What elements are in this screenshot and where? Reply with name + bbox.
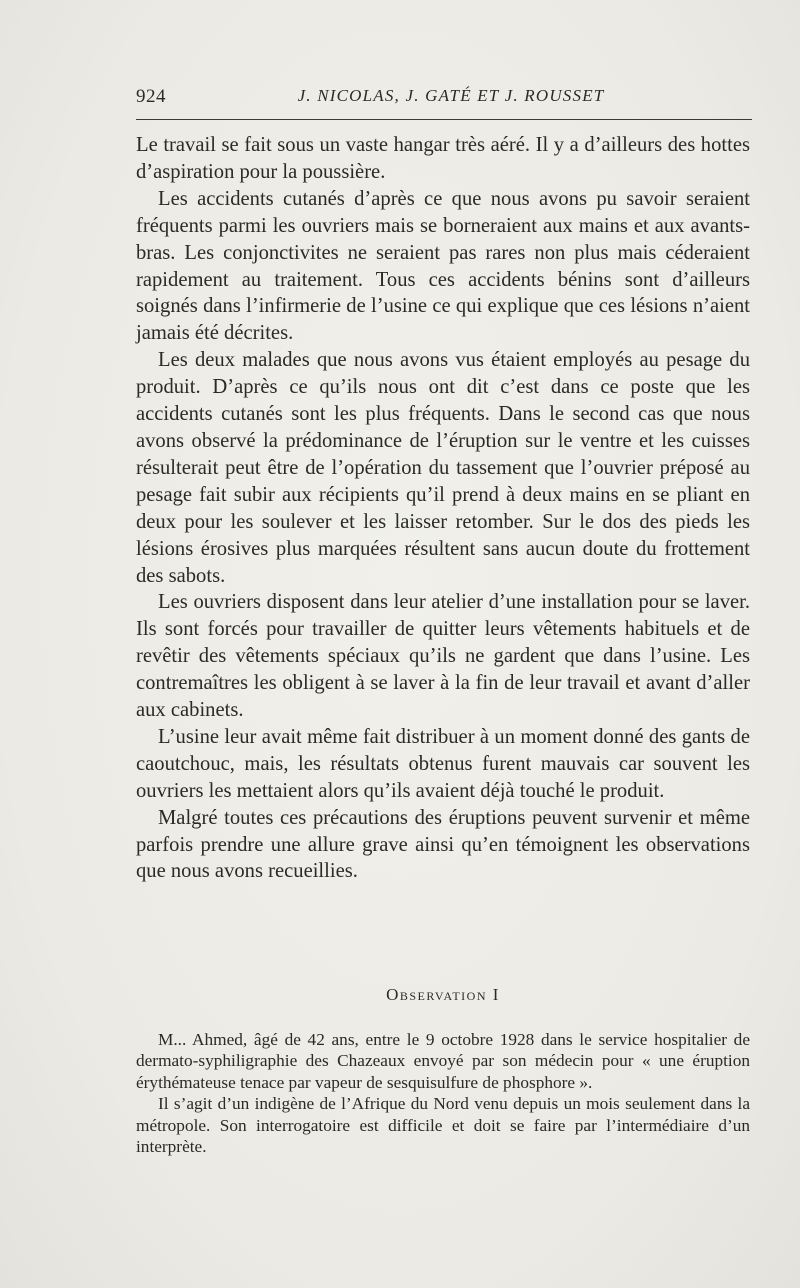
paragraph: Les deux malades que nous avons vus étaient employés au pesage du produit. D’après ce qu’ils nous ont dit c’est dans ce poste que les accidents cutanés sont les plus fréquents. Dans le second cas que nous avons observé la prédominance de l’éruption sur le ventre et les cuisses résulterait peut être de l’opération du tassement que l’ouvrier préposé au pesage fait subir aux récipients qu’il prend à deux mains en se pliant en deux pour les soulever et les laisser retomber. Sur le dos des pieds les lésions érosives plus marquées résultent sans aucun doute du frottement des sabots. [136, 349, 750, 587]
observation-text [136, 1029, 750, 1157]
paragraph: Le travail se fait sous un vaste hangar très aéré. Il y a d’ailleurs des hottes d’aspiration pour la poussière. [136, 134, 750, 183]
observation-paragraph: Il s’agit d’un indigène de l’Afrique du Nord venu depuis un mois seulement dans la métropole. Son interrogatoire est difficile et doit se faire par l’intermédiaire d’un interprète. [136, 1094, 750, 1157]
observation-paragraph: M... Ahmed, âgé de 42 ans, entre le 9 octobre 1928 dans le service hospitalier de dermato-syphiligraphie des Chazeaux envoyé par son médecin pour « une éruption érythémateuse tenace par vapeur de sesquisulfure de phosphore ». [136, 1030, 750, 1092]
observation-title: Observation I [386, 985, 500, 1004]
paragraph: L’usine leur avait même fait distribuer à un moment donné des gants de caoutchouc, mais, les résultats obtenus furent mauvais car souvent les ouvriers les mettaient alors qu’ils avaient déjà touché le produit. [136, 725, 750, 802]
paragraph: Les accidents cutanés d’après ce que nous avons pu savoir seraient fréquents parmi les ouvriers mais se borneraient aux mains et aux avants-bras. Les conjonctivites ne seraient pas rares non plus mais céderaient rapidement au traitement. Tous ces accidents bénins sont d’ailleurs soignés dans l’infirmerie de l’usine ce qui explique que ces lésions n’aient jamais été décrites. [136, 187, 750, 345]
page-header [136, 86, 752, 114]
header-rule [136, 119, 752, 120]
paragraph: Les ouvriers disposent dans leur atelier d’une installation pour se laver. Ils sont forcés pour travailler de quitter leurs vêtements habituels et de revêtir des vêtements spéciaux qu’ils ne gardent que dans l’usine. Les contremaîtres les obligent à se laver à la fin de leur travail et avant d’aller aux cabinets. [136, 591, 750, 722]
main-text [136, 132, 750, 885]
paragraph: Malgré toutes ces précautions des éruptions peuvent survenir et même parfois prendre une allure grave ainsi qu’en témoignent les observations que nous avons recueillies. [136, 806, 750, 883]
page-number: 924 [136, 86, 166, 107]
running-head: J. NICOLAS, J. GATÉ ET J. ROUSSET [297, 86, 605, 105]
